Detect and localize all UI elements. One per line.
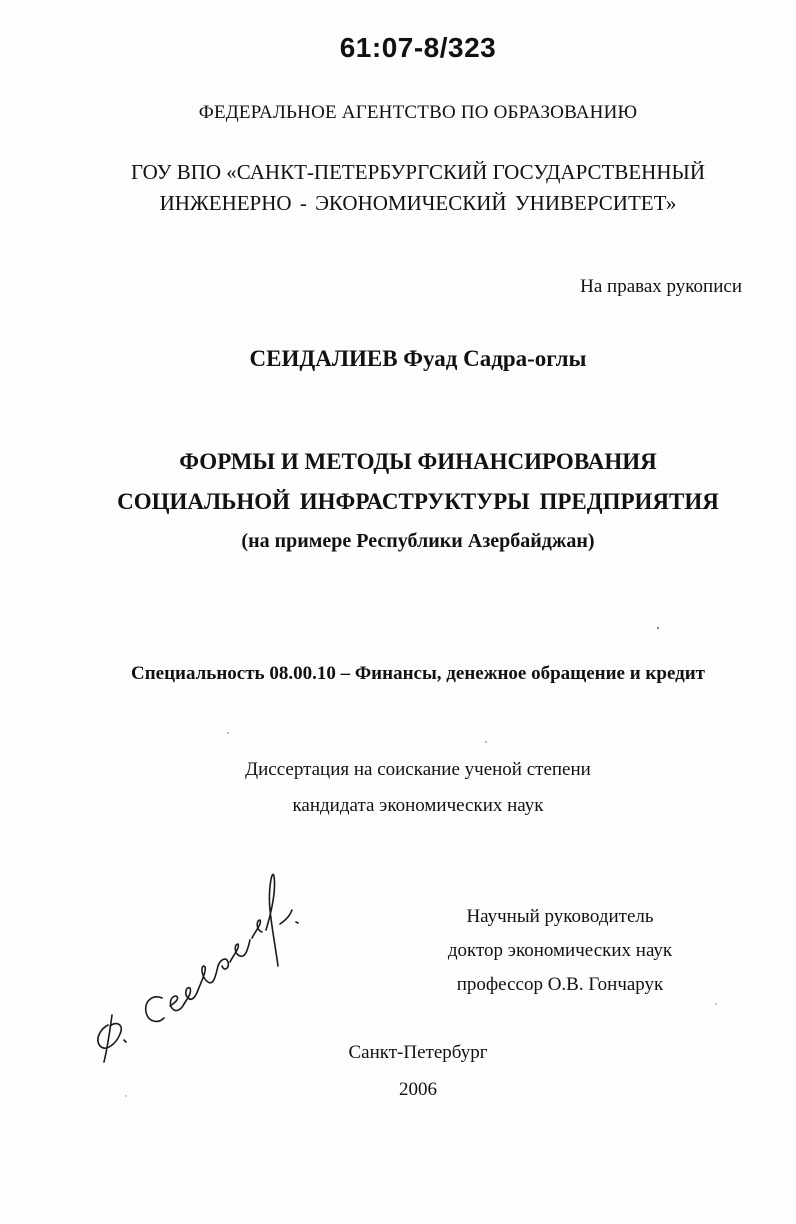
- handwritten-signature: [80, 870, 330, 1070]
- dissertation-line-2: кандидата экономических наук: [292, 795, 544, 816]
- year: 2006: [399, 1079, 437, 1100]
- supervisor-degree: доктор экономических наук: [447, 940, 673, 961]
- university-line-2: ИНЖЕНЕРНО - ЭКОНОМИЧЕСКИЙ УНИВЕРСИТЕТ»: [159, 191, 677, 215]
- rights-note: На правах рукописи: [580, 276, 742, 297]
- author-name: СЕИДАЛИЕВ Фуад Садра-оглы: [249, 346, 587, 371]
- agency-name: ФЕДЕРАЛЬНОЕ АГЕНТСТВО ПО ОБРАЗОВАНИЮ: [198, 102, 638, 123]
- university-line-1: ГОУ ВПО «САНКТ-ПЕТЕРБУРГСКИЙ ГОСУДАРСТВЕННЫЙ: [130, 160, 705, 184]
- title-line-3: (на примере Республики Азербайджан): [241, 530, 595, 552]
- supervisor-role: Научный руководитель: [466, 906, 654, 927]
- supervisor-block: [440, 900, 680, 1002]
- supervisor-name: профессор О.В. Гончарук: [456, 974, 664, 995]
- title-line-2: СОЦИАЛЬНОЙ ИНФРАСТРУКТУРЫ ПРЕДПРИЯТИЯ: [117, 489, 719, 514]
- city: Санкт-Петербург: [348, 1042, 488, 1063]
- catalog-number: 61:07-8/323: [339, 32, 497, 63]
- dissertation-line-1: Диссертация на соискание ученой степени: [245, 759, 591, 780]
- title-line-1: ФОРМЫ И МЕТОДЫ ФИНАНСИРОВАНИЯ: [179, 449, 657, 474]
- specialty: Специальность 08.00.10 – Финансы, денежное обращение и кредит: [130, 663, 706, 684]
